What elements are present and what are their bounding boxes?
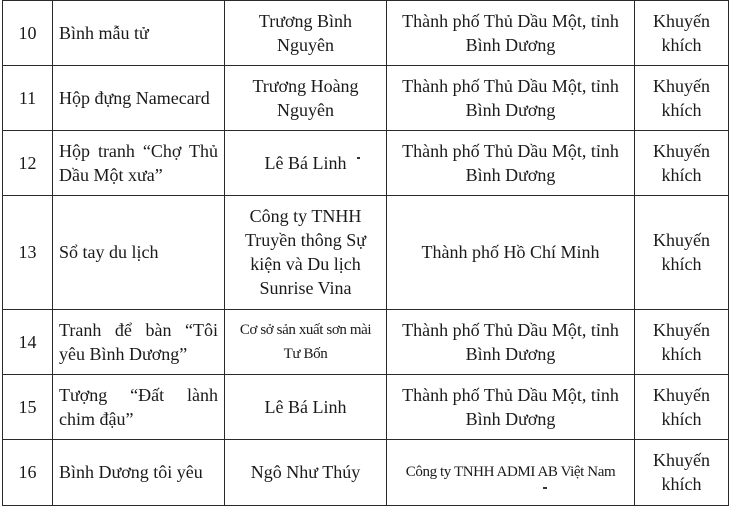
entry-name: Tượng “Đất lành chim đậu”: [53, 375, 225, 440]
table-row: [3, 310, 729, 375]
entry-address: Thành phố Thủ Dầu Một, tỉnh Bình Dương: [387, 375, 635, 440]
entry-prize: Khuyến khích: [635, 196, 729, 310]
table-row: [3, 440, 729, 506]
entry-prize: Khuyến khích: [635, 310, 729, 375]
entry-author: Trương Bình Nguyên: [225, 1, 387, 66]
entry-address: Thành phố Thủ Dầu Một, tỉnh Bình Dương: [387, 131, 635, 196]
entry-name: Tranh để bàn “Tôi yêu Bình Dương”: [53, 310, 225, 375]
entry-address: Thành phố Thủ Dầu Một, tỉnh Bình Dương: [387, 1, 635, 66]
entry-name: Hộp tranh “Chợ Thủ Dầu Một xưa”: [53, 131, 225, 196]
row-number: 11: [3, 66, 53, 131]
entry-address: Thành phố Hồ Chí Minh: [387, 196, 635, 310]
row-number: 12: [3, 131, 53, 196]
scan-speck: [357, 157, 360, 159]
entry-prize: Khuyến khích: [635, 375, 729, 440]
table-row: [3, 375, 729, 440]
entry-author: Lê Bá Linh: [225, 131, 387, 196]
entry-name: Bình Dương tôi yêu: [53, 440, 225, 506]
row-number: 15: [3, 375, 53, 440]
entry-author: Ngô Như Thúy: [225, 440, 387, 506]
row-number: 16: [3, 440, 53, 506]
awards-table: [2, 0, 729, 506]
entry-name: Bình mẫu tử: [53, 1, 225, 66]
entry-prize: Khuyến khích: [635, 440, 729, 506]
entry-address: Công ty TNHH ADMI AB Việt Nam: [387, 440, 635, 506]
entry-name: Sổ tay du lịch: [53, 196, 225, 310]
table-row: [3, 131, 729, 196]
scan-speck: [543, 487, 547, 489]
entry-address: Thành phố Thủ Dầu Một, tỉnh Bình Dương: [387, 66, 635, 131]
entry-author: Cơ sở sản xuất sơn mài Tư Bốn: [225, 310, 387, 375]
table-row: [3, 1, 729, 66]
entry-address: Thành phố Thủ Dầu Một, tỉnh Bình Dương: [387, 310, 635, 375]
row-number: 10: [3, 1, 53, 66]
entry-prize: Khuyến khích: [635, 131, 729, 196]
row-number: 13: [3, 196, 53, 310]
row-number: 14: [3, 310, 53, 375]
table-row: [3, 196, 729, 310]
entry-name: Hộp đựng Namecard: [53, 66, 225, 131]
entry-author: Lê Bá Linh: [225, 375, 387, 440]
entry-author: Trương Hoàng Nguyên: [225, 66, 387, 131]
entry-prize: Khuyến khích: [635, 66, 729, 131]
entry-prize: Khuyến khích: [635, 1, 729, 66]
entry-author: Công ty TNHH Truyền thông Sự kiện và Du lịch Sunrise Vina: [225, 196, 387, 310]
table-row: [3, 66, 729, 131]
